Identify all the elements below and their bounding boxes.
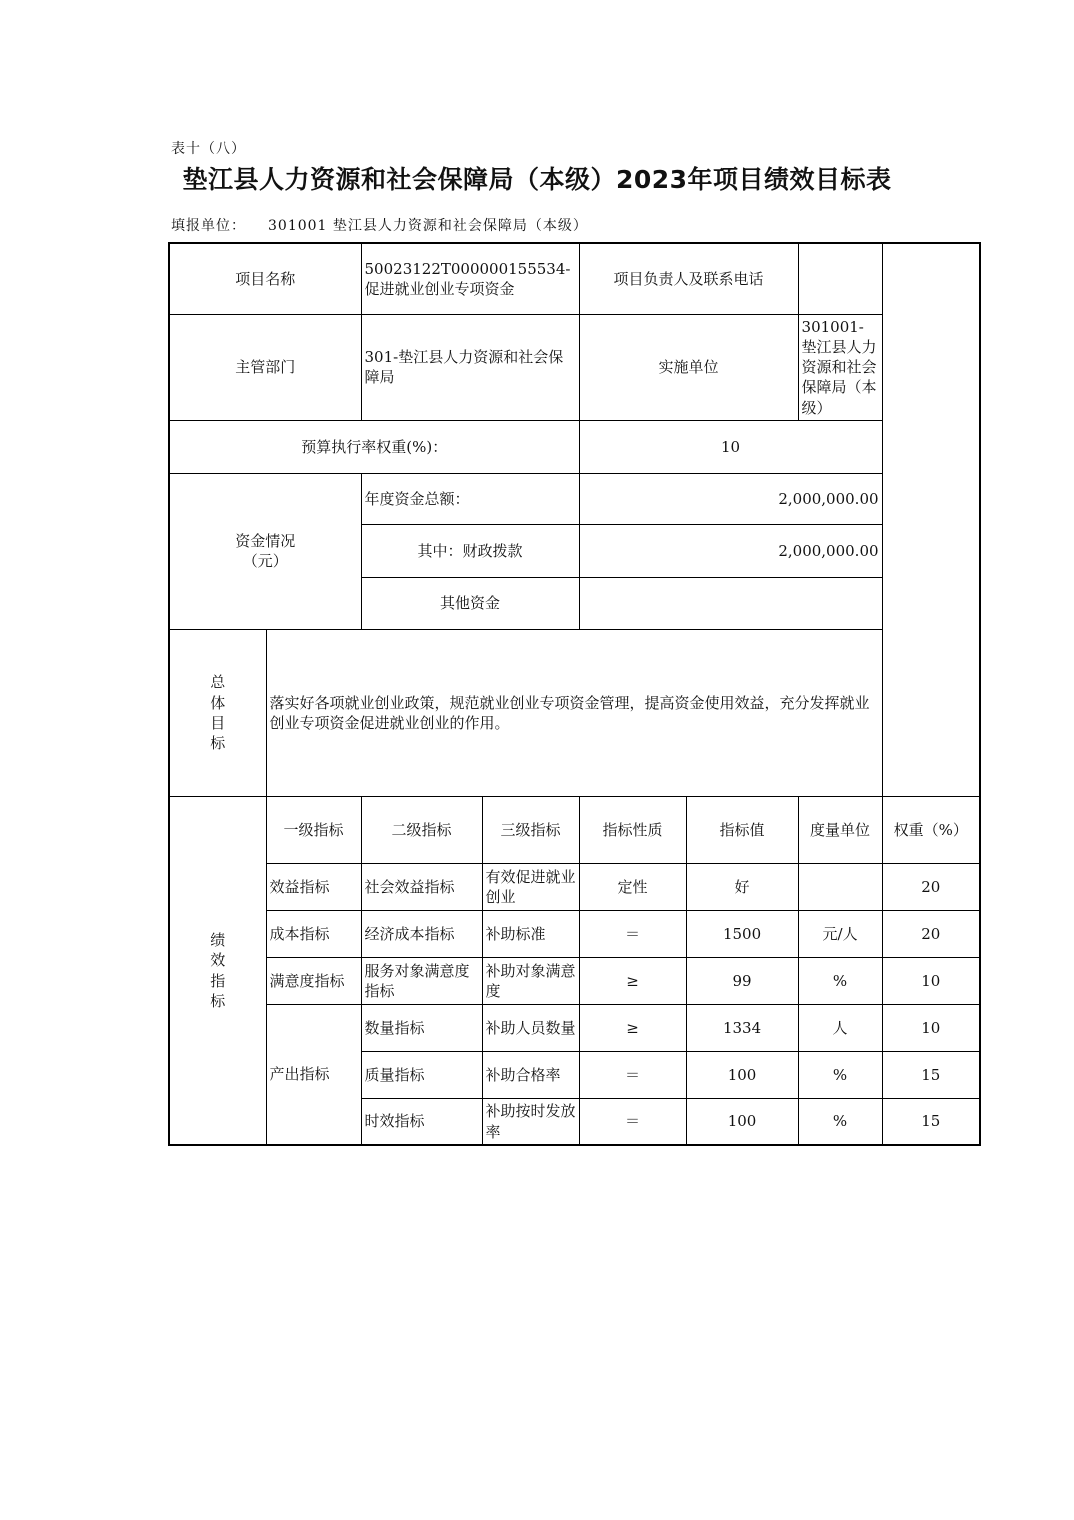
table-label: 表十（八） bbox=[171, 141, 246, 157]
cell-level1: 产出指标 bbox=[266, 1004, 361, 1145]
cell-weight: 10 bbox=[882, 957, 980, 1004]
cell-level1: 成本指标 bbox=[266, 910, 361, 957]
cell-unit bbox=[798, 863, 882, 910]
header-level2: 二级指标 bbox=[361, 796, 482, 863]
header-unit: 度量单位 bbox=[798, 796, 882, 863]
perf-label-char: 绩 bbox=[210, 931, 226, 949]
cell-level2: 经济成本指标 bbox=[361, 910, 482, 957]
cell-value: 99 bbox=[686, 957, 798, 1004]
header-nature: 指标性质 bbox=[579, 796, 686, 863]
funds-fiscal-label: 其中：财政拨款 bbox=[361, 524, 579, 577]
funds-total-row bbox=[169, 473, 980, 524]
cell-level2: 质量指标 bbox=[361, 1051, 482, 1098]
perf-label-char: 效 bbox=[210, 951, 226, 970]
cell-nature: ≥ bbox=[579, 1004, 686, 1051]
goal-label-char: 总 bbox=[210, 673, 226, 692]
cell-nature: ＝ bbox=[579, 910, 686, 957]
header-value: 指标值 bbox=[686, 796, 798, 863]
indicator-header-row bbox=[169, 796, 980, 863]
funds-other-label: 其他资金 bbox=[361, 577, 579, 629]
cell-level3: 补助合格率 bbox=[482, 1051, 579, 1098]
funds-label bbox=[169, 473, 361, 629]
cell-level3: 补助按时发放率 bbox=[482, 1098, 579, 1145]
budget-weight-label: 预算执行率权重(%)： bbox=[169, 420, 579, 473]
cell-value: 1500 bbox=[686, 910, 798, 957]
project-name-label: 项目名称 bbox=[169, 243, 361, 314]
cell-level3: 补助标准 bbox=[482, 910, 579, 957]
impl-label: 实施单位 bbox=[579, 314, 798, 420]
contact-label: 项目负责人及联系电话 bbox=[579, 243, 798, 314]
overall-goal-label bbox=[169, 629, 266, 796]
page-title: 垫江县人力资源和社会保障局（本级）2023年项目绩效目标表 bbox=[182, 165, 892, 194]
header-weight: 权重（%） bbox=[882, 796, 980, 863]
table-row bbox=[169, 910, 980, 957]
performance-indicator-label bbox=[169, 796, 266, 1145]
cell-nature: ≥ bbox=[579, 957, 686, 1004]
header-level1: 一级指标 bbox=[266, 796, 361, 863]
cell-level3: 补助对象满意度 bbox=[482, 957, 579, 1004]
cell-weight: 20 bbox=[882, 910, 980, 957]
table-row bbox=[169, 957, 980, 1004]
cell-level2: 社会效益指标 bbox=[361, 863, 482, 910]
reporting-unit bbox=[171, 215, 588, 235]
cell-level1: 满意度指标 bbox=[266, 957, 361, 1004]
reporting-unit-value: 301001 垫江县人力资源和社会保障局（本级） bbox=[268, 218, 588, 234]
cell-nature: ＝ bbox=[579, 1051, 686, 1098]
funds-total-value: 2,000,000.00 bbox=[579, 473, 882, 524]
project-name-row bbox=[169, 243, 980, 314]
dept-label: 主管部门 bbox=[169, 314, 361, 420]
perf-label-char: 指 bbox=[210, 971, 226, 990]
funds-fiscal-value: 2,000,000.00 bbox=[579, 524, 882, 577]
budget-weight-value: 10 bbox=[579, 420, 882, 473]
department-row bbox=[169, 314, 980, 420]
cell-level2: 服务对象满意度指标 bbox=[361, 957, 482, 1004]
cell-value: 好 bbox=[686, 863, 798, 910]
funds-total-label: 年度资金总额： bbox=[361, 473, 579, 524]
header-level3: 三级指标 bbox=[482, 796, 579, 863]
impl-value: 301001-垫江县人力资源和社会保障局（本级） bbox=[798, 314, 882, 420]
table-row bbox=[169, 1004, 980, 1051]
cell-unit: % bbox=[798, 1098, 882, 1145]
perf-label-char: 标 bbox=[210, 991, 226, 1010]
cell-unit: % bbox=[798, 957, 882, 1004]
cell-value: 100 bbox=[686, 1051, 798, 1098]
cell-value: 100 bbox=[686, 1098, 798, 1145]
cell-unit: % bbox=[798, 1051, 882, 1098]
dept-value: 301-垫江县人力资源和社会保障局 bbox=[361, 314, 579, 420]
table-row bbox=[169, 863, 980, 910]
goal-label-char: 目 bbox=[210, 713, 226, 732]
overall-goal-row bbox=[169, 629, 980, 796]
reporting-unit-label: 填报单位： bbox=[171, 218, 246, 234]
funds-label-line2: （元） bbox=[242, 552, 288, 571]
cell-level3: 补助人员数量 bbox=[482, 1004, 579, 1051]
cell-weight: 15 bbox=[882, 1051, 980, 1098]
overall-goal-text: 落实好各项就业创业政策，规范就业创业专项资金管理，提高资金使用效益，充分发挥就业创业专项资金促进就业创业的作用。 bbox=[266, 629, 882, 796]
cell-nature: ＝ bbox=[579, 1098, 686, 1145]
project-name-value: 50023122T000000155534-促进就业创业专项资金 bbox=[361, 243, 579, 314]
cell-weight: 10 bbox=[882, 1004, 980, 1051]
cell-level2: 时效指标 bbox=[361, 1098, 482, 1145]
cell-level3: 有效促进就业创业 bbox=[482, 863, 579, 910]
budget-weight-row bbox=[169, 420, 980, 473]
goal-label-char: 体 bbox=[210, 693, 226, 712]
contact-value bbox=[798, 243, 882, 314]
goal-label-char: 标 bbox=[210, 734, 226, 752]
funds-other-value bbox=[579, 577, 882, 629]
cell-unit: 元/人 bbox=[798, 910, 882, 957]
cell-value: 1334 bbox=[686, 1004, 798, 1051]
cell-level1: 效益指标 bbox=[266, 863, 361, 910]
cell-nature: 定性 bbox=[579, 863, 686, 910]
cell-unit: 人 bbox=[798, 1004, 882, 1051]
funds-label-line1: 资金情况 bbox=[235, 532, 296, 550]
cell-weight: 15 bbox=[882, 1098, 980, 1145]
cell-weight: 20 bbox=[882, 863, 980, 910]
cell-level2: 数量指标 bbox=[361, 1004, 482, 1051]
performance-target-table bbox=[168, 242, 981, 1146]
